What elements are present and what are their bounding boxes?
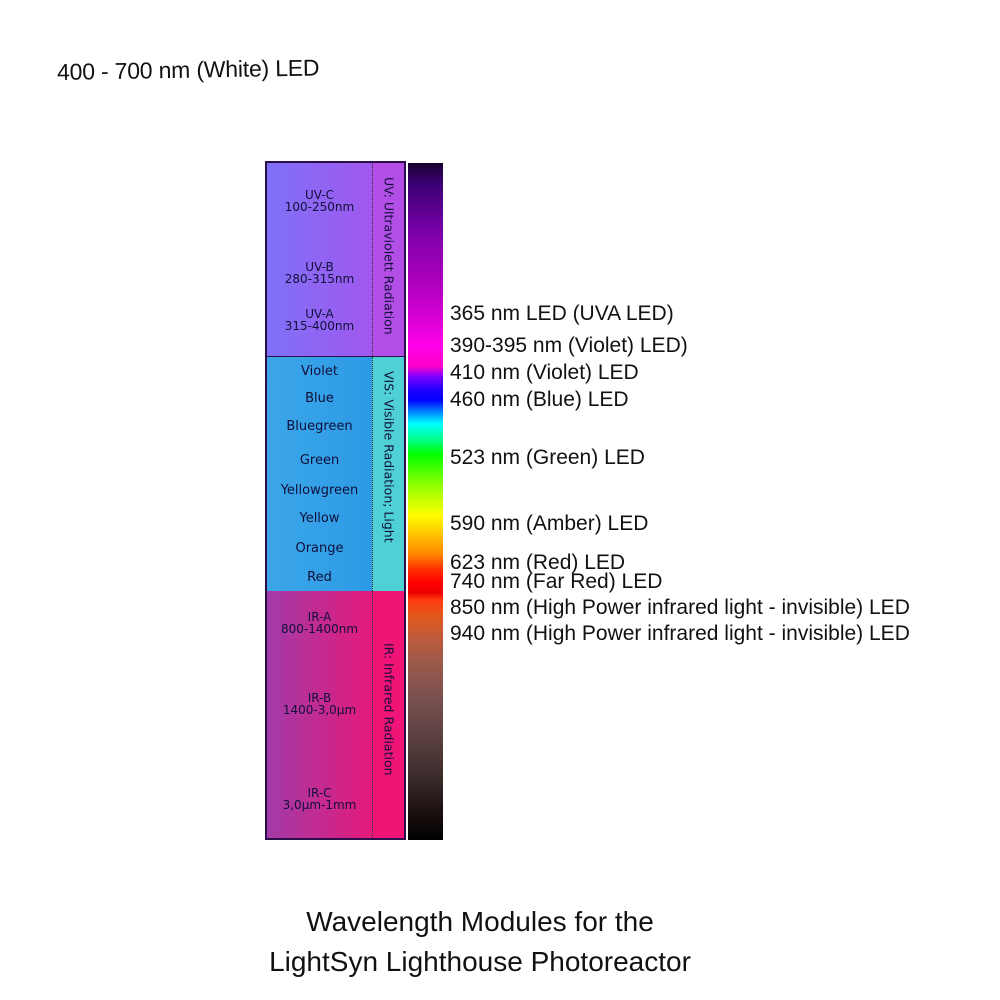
vis-title: VIS: Visible Radiation; Light xyxy=(381,371,397,543)
led-label-523: 523 nm (Green) LED xyxy=(450,446,645,469)
ir-a-range: 800-1400nm xyxy=(280,622,359,636)
vis-title-column xyxy=(372,357,404,591)
ir-b-name: IR-B xyxy=(307,691,332,705)
led-label-590: 590 nm (Amber) LED xyxy=(450,512,649,535)
led-label-390: 390-395 nm (Violet) LED) xyxy=(450,334,688,357)
ir-c-name: IR-C xyxy=(307,786,332,800)
uv-title: UV: Ultraviolett Radiation xyxy=(381,177,397,335)
color-red: Red xyxy=(307,570,332,585)
color-blue: Blue xyxy=(305,391,334,406)
uv-b-range: 280-315nm xyxy=(284,272,355,286)
color-orange: Orange xyxy=(295,541,344,556)
ir-bands xyxy=(267,591,372,838)
led-label-460: 460 nm (Blue) LED xyxy=(450,388,629,411)
uv-b-name: UV-B xyxy=(305,260,334,274)
led-label-740: 740 nm (Far Red) LED xyxy=(450,570,663,593)
ir-title: IR: Infrared Radiation xyxy=(381,643,397,776)
color-yellow: Yellow xyxy=(299,511,340,526)
white-led-label: 400 - 700 nm (White) LED xyxy=(56,54,320,85)
ir-c-range: 3,0µm-1mm xyxy=(282,798,357,812)
color-green: Green xyxy=(299,453,340,468)
color-yellowgreen: Yellowgreen xyxy=(280,483,359,498)
led-label-623: 623 nm (Red) LED xyxy=(450,551,626,574)
color-violet: Violet xyxy=(301,364,338,379)
led-label-365: 365 nm LED (UVA LED) xyxy=(450,302,674,325)
ir-b-range: 1400-3,0µm xyxy=(282,703,357,717)
uv-a-range: 315-400nm xyxy=(284,319,355,333)
uv-bands xyxy=(267,163,372,356)
ir-a-name: IR-A xyxy=(307,610,332,624)
led-label-410: 410 nm (Violet) LED xyxy=(450,361,639,384)
vis-region xyxy=(267,356,404,592)
color-bluegreen: Bluegreen xyxy=(286,419,353,434)
uv-region xyxy=(267,163,404,356)
uv-c-name: UV-C xyxy=(305,188,334,202)
led-label-850: 850 nm (High Power infrared light - invisible) LED xyxy=(450,596,910,619)
uv-a-name: UV-A xyxy=(305,307,334,321)
caption-line-2: LightSyn Lighthouse Photoreactor xyxy=(269,946,691,977)
uv-c-range: 100-250nm xyxy=(284,200,355,214)
uv-title-column xyxy=(372,163,404,356)
ir-region xyxy=(267,591,404,838)
vis-colors xyxy=(267,357,372,591)
caption-line-1: Wavelength Modules for the xyxy=(306,906,654,937)
radiation-chart xyxy=(265,161,406,840)
ir-title-column xyxy=(372,591,404,838)
spectrum-bar xyxy=(408,163,443,840)
led-label-940: 940 nm (High Power infrared light - invisible) LED xyxy=(450,622,910,645)
